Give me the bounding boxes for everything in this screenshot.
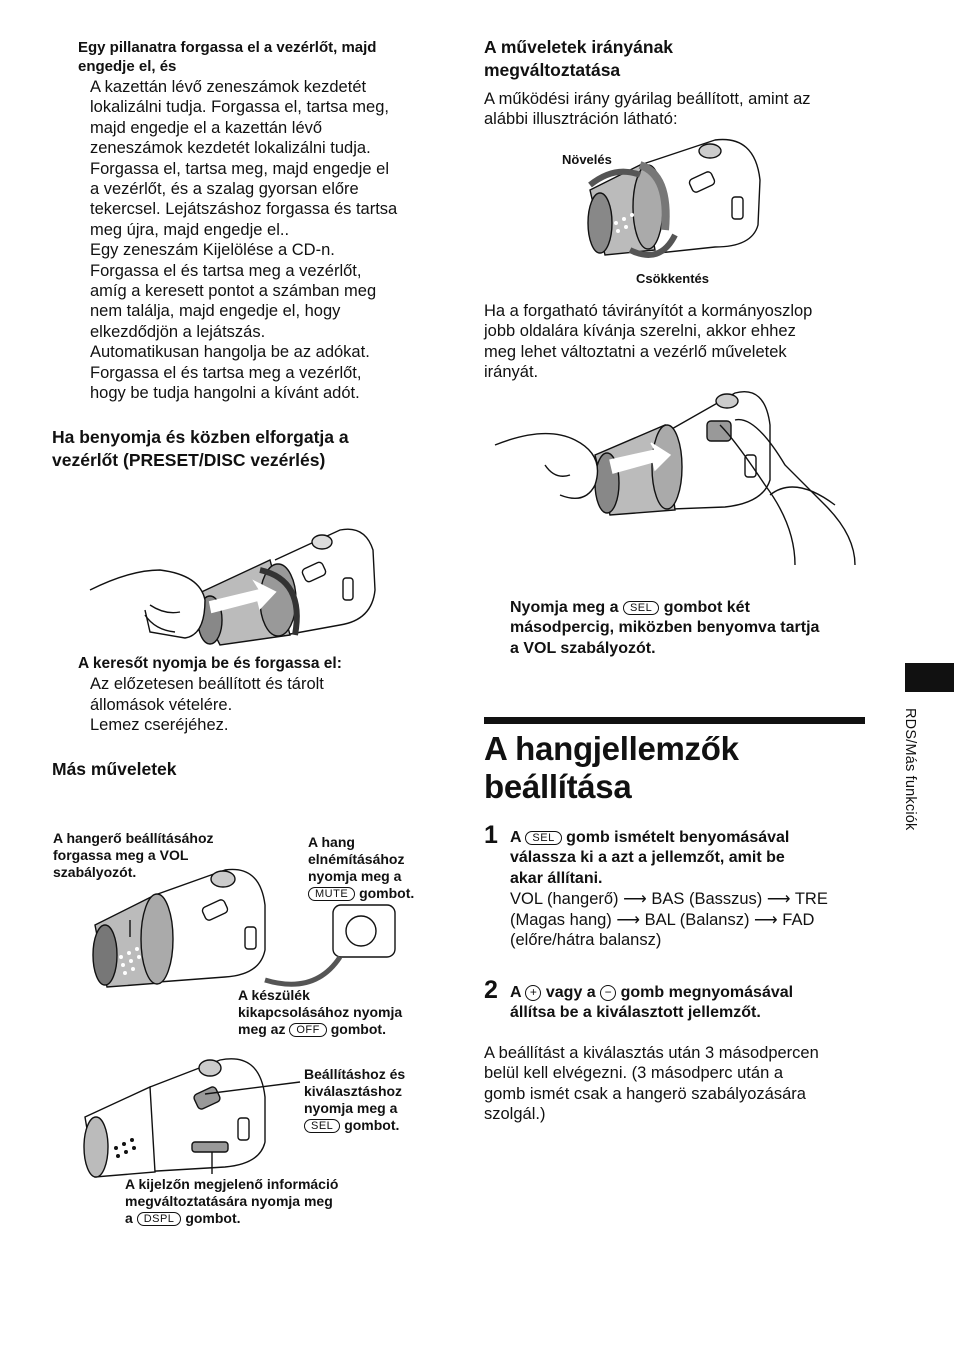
intro-line: Egy zeneszám Kijelölése a CD-n. <box>90 241 335 260</box>
intro-line: nem találja, majd engedje el, hogy <box>90 302 341 321</box>
press-line: másodpercig, miközben benyomva tartja <box>510 619 820 637</box>
intro-line: tekercsel. Lejátszáshoz forgassa és tartsa <box>90 200 398 219</box>
intro-line: zeneszámok kezdetét lokalizálni tudja. <box>90 139 371 158</box>
intro-text <box>90 77 438 404</box>
press-line: a VOL szabályozót. <box>510 639 656 657</box>
note-line: gomb ismét csak a hangerö szabályozására <box>484 1084 806 1103</box>
callout-line: nyomja meg a <box>308 868 402 884</box>
step1-line: akar állítani. <box>510 869 603 887</box>
callout-line: A hang <box>308 834 355 850</box>
direction-line: A működési irány gyárilag beállított, amint az <box>484 90 811 108</box>
callout-line: elnémításához <box>308 851 405 867</box>
controller-illustration-1 <box>85 865 425 995</box>
step1-sequence: (előre/hátra balansz) <box>510 931 662 950</box>
note <box>484 1043 884 1125</box>
intro-block <box>78 38 438 404</box>
sel-key: SEL <box>623 601 659 615</box>
mount-line: irányát. <box>484 363 539 382</box>
search-line: Lemez cseréjéhez. <box>90 716 229 735</box>
callout-line: megváltoztatására nyomja meg <box>125 1193 333 1209</box>
preset-illustration <box>90 520 390 650</box>
direction-heading-line: megváltoztatása <box>484 60 621 80</box>
mount-line: jobb oldalára kívánja szerelni, akkor ehhez <box>484 322 796 341</box>
step1 <box>510 828 880 950</box>
step2-number: 2 <box>484 976 498 1004</box>
mount-text <box>484 301 904 383</box>
step2-post: gomb megnyomásával <box>620 984 794 1001</box>
direction-heading <box>484 36 784 82</box>
preset-heading-line: Ha benyomja és közben elforgatja a <box>52 427 349 447</box>
section-title <box>484 730 864 806</box>
callout-sel <box>304 1066 454 1134</box>
minus-key: − <box>600 985 616 1001</box>
callout-line: A kijelzőn megjelenő információ <box>125 1176 339 1192</box>
sel-key: SEL <box>525 831 561 845</box>
label-decrease: Csökkentés <box>636 271 709 286</box>
callout-line: Beállításhoz és <box>304 1066 406 1082</box>
callout-line <box>125 1210 385 1227</box>
callout-line: kiválasztáshoz <box>304 1083 403 1099</box>
step2-line: állítsa be a kiválasztott jellemzőt. <box>510 1004 761 1022</box>
search-block <box>78 654 438 736</box>
press-pre: Nyomja meg a <box>510 599 619 616</box>
press-line <box>510 598 880 618</box>
intro-heading: Egy pillanatra forgassa el a vezérlőt, majd engedje el, és <box>78 39 377 75</box>
step1-sequence: (Magas hang) ⟶ BAL (Balansz) ⟶ FAD <box>510 910 815 929</box>
sel-key: SEL <box>304 1119 340 1133</box>
callout-line: nyomja meg a <box>304 1100 398 1116</box>
callout-line: kikapcsolásához nyomja <box>238 1004 403 1020</box>
step1-pre: A <box>510 829 521 846</box>
intro-line: majd engedje el a kazettán lévő <box>90 118 323 137</box>
preset-heading <box>52 426 452 472</box>
mute-key: MUTE <box>308 887 355 901</box>
intro-line: Forgassa el és tartsa meg a vezérlőt, <box>90 261 362 280</box>
intro-line: hogy be tudja hangolni a kívánt adót. <box>90 384 360 403</box>
section-title-line: A hangjellemzők <box>484 730 739 767</box>
callout-line: A hangerő beállításához <box>53 830 214 846</box>
callout-dspl <box>125 1176 385 1227</box>
intro-line: A kazettán lévő zeneszámok kezdetét <box>90 78 367 96</box>
intro-line: a vezérlőt, és a szalag gyorsan előre <box>90 180 359 199</box>
mount-line: meg lehet változtatni a vezérlő műveletek <box>484 342 787 361</box>
other-heading: Más műveletek <box>52 759 177 779</box>
direction-text <box>484 89 884 130</box>
search-heading: A keresőt nyomja be és forgassa el: <box>78 655 342 672</box>
intro-line: Forgassa el, tartsa meg, majd engedje el <box>90 159 389 178</box>
callout-line <box>238 1021 438 1038</box>
section-rule <box>484 717 865 724</box>
side-tab-label: RDS/Más funkciók <box>902 708 918 831</box>
callout-pre: meg az <box>238 1021 286 1037</box>
note-line: belül kell elvégezni. (3 másodperc után a <box>484 1064 784 1083</box>
callout-tail: gombot. <box>330 1021 386 1037</box>
note-line: szolgál.) <box>484 1105 546 1124</box>
step1-post: gomb ismételt benyomásával <box>566 829 790 846</box>
plus-key: + <box>525 985 541 1001</box>
section-title-line: beállítása <box>484 768 632 805</box>
callout-line <box>304 1117 454 1134</box>
callout-line: szabályozót. <box>53 864 137 880</box>
intro-line: Automatikusan hangolja be az adókat. <box>90 343 370 362</box>
step2-line <box>510 983 880 1003</box>
intro-line: amíg a keresett pontot a számban meg <box>90 282 377 301</box>
step2-pre: A <box>510 984 521 1001</box>
search-line: Az előzetesen beállított és tárolt <box>90 675 324 694</box>
callout-tail: gombot. <box>344 1117 400 1133</box>
dspl-key: DSPL <box>137 1212 182 1226</box>
step2-mid: vagy a <box>545 984 596 1001</box>
label-increase: Növelés <box>562 152 612 167</box>
press-instruction <box>510 598 880 659</box>
callout-tail: gombot. <box>359 885 415 901</box>
controller-illustration-2 <box>80 1052 310 1187</box>
intro-line: elkezdődjön a lejátszás. <box>90 322 266 341</box>
note-line: A beállítást a kiválasztás után 3 másodpercen <box>484 1044 819 1062</box>
intro-line: meg újra, majd engedje el.. <box>90 220 290 239</box>
callout-pre: a <box>125 1210 133 1226</box>
side-tab-marker <box>905 663 954 692</box>
step1-sequence: VOL (hangerő) ⟶ BAS (Basszus) ⟶ TRE <box>510 890 828 909</box>
off-key: OFF <box>289 1023 327 1037</box>
search-line: állomások vételére. <box>90 695 233 714</box>
direction-heading-line: A műveletek irányának <box>484 37 674 57</box>
step1-line <box>510 828 880 848</box>
press-post: gombot két <box>663 599 750 616</box>
callout-off <box>238 987 438 1038</box>
preset-heading-line: vezérlőt (PRESET/DISC vezérlés) <box>52 450 326 470</box>
callout-tail: gombot. <box>185 1210 241 1226</box>
step1-number: 1 <box>484 821 498 849</box>
direction-line: alábbi illusztráción látható: <box>484 110 678 129</box>
mount-illustration <box>495 385 865 570</box>
step2 <box>510 983 880 1024</box>
intro-line: Forgassa el és tartsa meg a vezérlőt, <box>90 363 362 382</box>
mount-line: Ha a forgatható távirányítót a kormányoszlop <box>484 302 813 320</box>
callout-line: forgassa meg a VOL <box>53 847 189 863</box>
intro-line: lokalizálni tudja. Forgassa el, tartsa meg, <box>90 98 389 117</box>
step1-line: válassza ki a azt a jellemzőt, amit be <box>510 849 785 867</box>
callout-line: A készülék <box>238 987 310 1003</box>
